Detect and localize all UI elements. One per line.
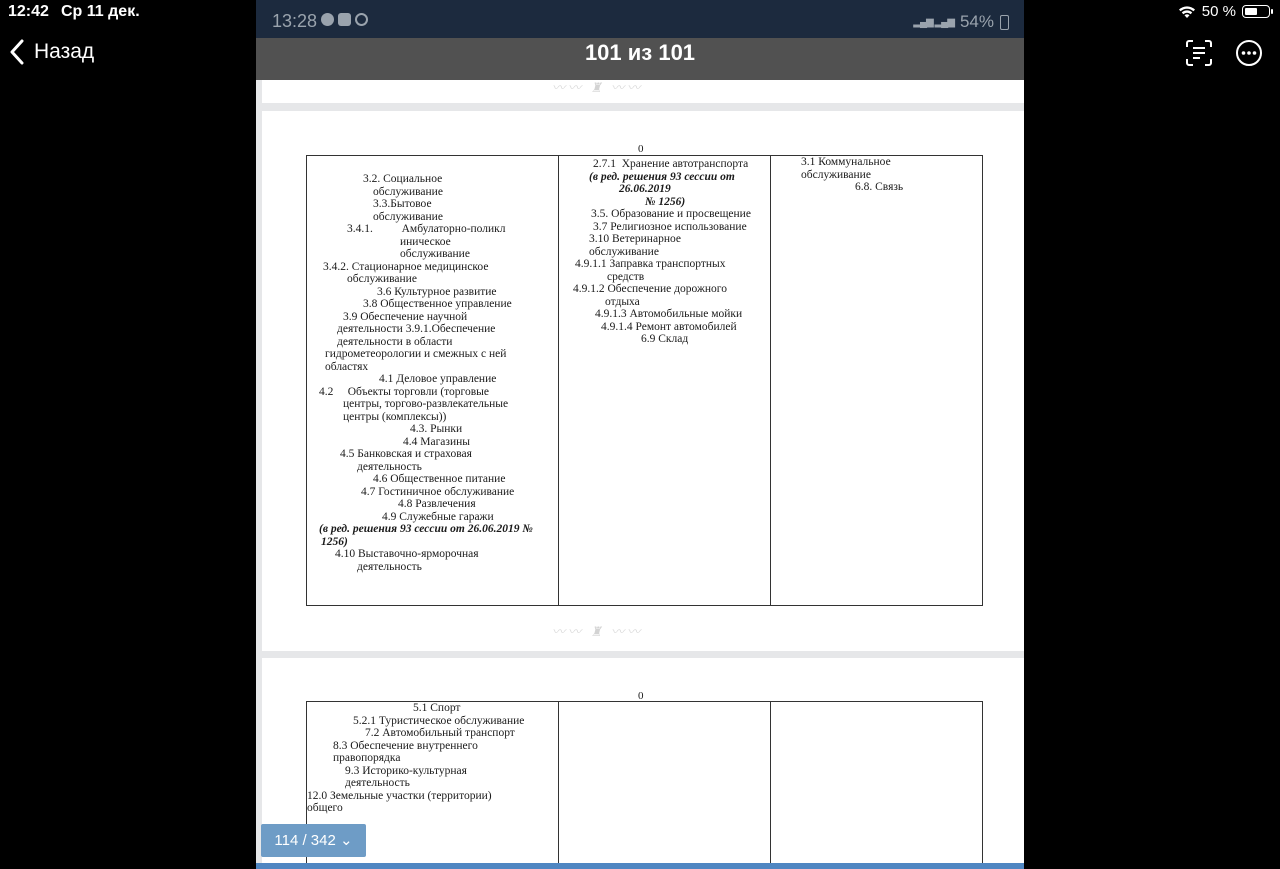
- status-time: 12:42: [8, 3, 49, 20]
- document-line: 3.2. Социальное: [363, 173, 443, 185]
- shield-icon: [355, 13, 368, 26]
- document-line: общего: [307, 802, 343, 814]
- document-line: гидрометеорологии и смежных с ней: [325, 348, 507, 360]
- document-line: обслуживание: [373, 210, 443, 223]
- document-line: 3.10 Ветеринарное: [589, 233, 681, 245]
- document-line: центры (комплексы)): [343, 410, 447, 423]
- document-table: [306, 155, 983, 606]
- phone-status-right: [913, 12, 1009, 32]
- battery-icon: [1242, 5, 1270, 18]
- document-line: 4.5 Банковская и страховая: [340, 448, 472, 460]
- document-line: 4.9.1.1 Заправка транспортных: [575, 258, 726, 270]
- document-line: обслуживание: [400, 248, 470, 260]
- column-marker: 0: [638, 690, 644, 702]
- document-line: 4.4 Магазины: [403, 435, 470, 448]
- document-page-previous: [262, 80, 1024, 103]
- phone-notification-icons: [321, 13, 368, 26]
- wifi-icon: [1178, 5, 1196, 19]
- chevron-down-icon: ⌄: [340, 832, 353, 849]
- document-line: деятельности 3.9.1.Обеспечение: [337, 323, 496, 335]
- document-line: деятельность: [357, 460, 422, 473]
- notification-icon: [321, 13, 334, 26]
- document-line: 3.4.2. Стационарное медицинское: [323, 260, 489, 273]
- document-line: 4.9.1.3 Автомобильные мойки: [595, 308, 743, 320]
- notification-icon: [338, 13, 351, 26]
- document-line: 26.06.2019: [619, 183, 671, 195]
- table-cell-col2: [559, 702, 771, 869]
- back-label: Назад: [34, 40, 95, 63]
- document-line: 4.1 Деловое управление: [379, 373, 497, 385]
- document-line: деятельности в области: [337, 335, 453, 348]
- document-line: 2.7.1 Хранение автотранспорта: [593, 158, 749, 170]
- document-line: 5.2.1 Туристическое обслуживание: [353, 714, 525, 727]
- document-line: 3.6 Культурное развитие: [377, 285, 497, 298]
- document-line: обслуживание: [801, 168, 871, 181]
- document-line: правопорядка: [333, 752, 401, 764]
- document-line: 3.7 Религиозное использование: [593, 220, 747, 233]
- page-indicator-button[interactable]: [261, 824, 366, 857]
- document-line: 4.8 Развлечения: [398, 498, 476, 510]
- document-line: 4.10 Выставочно-ярморочная: [335, 548, 479, 560]
- document-line: 3.5. Образование и просвещение: [591, 208, 751, 220]
- document-line: (в ред. решения 93 сессии от: [589, 170, 735, 183]
- document-line: 9.3 Историко-культурная: [345, 764, 467, 777]
- signal-icon: ▂▄▆ ▂▄▆: [913, 16, 954, 28]
- document-line: 3.1 Коммунальное: [801, 156, 891, 168]
- document-line: областях: [325, 360, 369, 373]
- status-right: [1178, 3, 1270, 20]
- viewer-title: 101 из 101: [256, 38, 1024, 80]
- nav-actions: [1184, 38, 1264, 68]
- document-line: 1256): [321, 535, 348, 548]
- document-line: 6.9 Склад: [641, 333, 689, 345]
- table-cell-col3: [771, 702, 983, 869]
- document-line: иническое: [400, 235, 451, 248]
- document-page: [262, 111, 1024, 651]
- page-indicator-label: 114 / 342: [274, 832, 336, 849]
- document-line: 3.8 Общественное управление: [363, 298, 512, 310]
- back-button[interactable]: [8, 39, 94, 65]
- document-line: 3.3.Бытовое: [373, 198, 432, 210]
- document-line: 4.9.1.2 Обеспечение дорожного: [573, 283, 727, 295]
- phone-battery-icon: [1000, 15, 1009, 30]
- bottom-bar: [256, 863, 1024, 869]
- document-line: 4.6 Общественное питание: [373, 473, 506, 485]
- document-line: 4.7 Гостиничное обслуживание: [361, 485, 515, 498]
- document-line: 7.2 Автомобильный транспорт: [365, 727, 515, 739]
- document-line: обслуживание: [589, 245, 659, 258]
- document-line: 12.0 Земельные участки (территории): [307, 789, 492, 802]
- document-line: № 1256): [645, 195, 686, 208]
- scan-text-icon[interactable]: [1184, 38, 1214, 68]
- document-line: (в ред. решения 93 сессии от 26.06.2019 №: [319, 523, 533, 535]
- document-line: отдыха: [605, 295, 640, 308]
- table-cell-col3: [771, 156, 983, 606]
- document-line: 5.1 Спорт: [413, 702, 461, 714]
- document-screenshot: [256, 0, 1024, 869]
- battery-percent: 50 %: [1201, 3, 1236, 20]
- chevron-left-icon: [8, 39, 26, 65]
- document-line: деятельность: [357, 560, 422, 573]
- document-line: 6.8. Связь: [855, 181, 904, 193]
- table-cell-col1: [307, 156, 559, 606]
- phone-time: 13:28: [272, 11, 318, 31]
- document-line: обслуживание: [373, 185, 443, 198]
- document-line: 4.9.1.4 Ремонт автомобилей: [601, 320, 737, 333]
- document-line: 8.3 Обеспечение внутреннего: [333, 739, 478, 752]
- document-line: 4.2 Объекты торговли (торговые: [319, 385, 489, 398]
- document-page: [262, 658, 1024, 869]
- document-line: обслуживание: [347, 273, 417, 285]
- document-table: [306, 701, 983, 869]
- status-date: Ср 11 дек.: [61, 3, 140, 20]
- document-line: деятельность: [345, 777, 410, 789]
- watermark-ornament: 〰〰 ♜ 〰〰: [552, 624, 644, 639]
- phone-battery: 54%: [959, 12, 994, 31]
- document-line: 3.4.1. Амбулаторно-поликл: [347, 223, 506, 235]
- document-line: 3.9 Обеспечение научной: [343, 310, 468, 323]
- column-marker: 0: [638, 143, 644, 155]
- document-line: 4.3. Рынки: [410, 423, 463, 435]
- document-line: средств: [607, 270, 645, 283]
- watermark-ornament: 〰〰 ♜ 〰〰: [552, 80, 644, 95]
- phone-status-bar: [256, 0, 1024, 38]
- more-options-icon[interactable]: [1234, 38, 1264, 68]
- table-cell-col2: [559, 156, 771, 606]
- document-line: центры, торгово-развлекательные: [343, 398, 509, 410]
- document-line: 4.9 Служебные гаражи: [382, 510, 494, 523]
